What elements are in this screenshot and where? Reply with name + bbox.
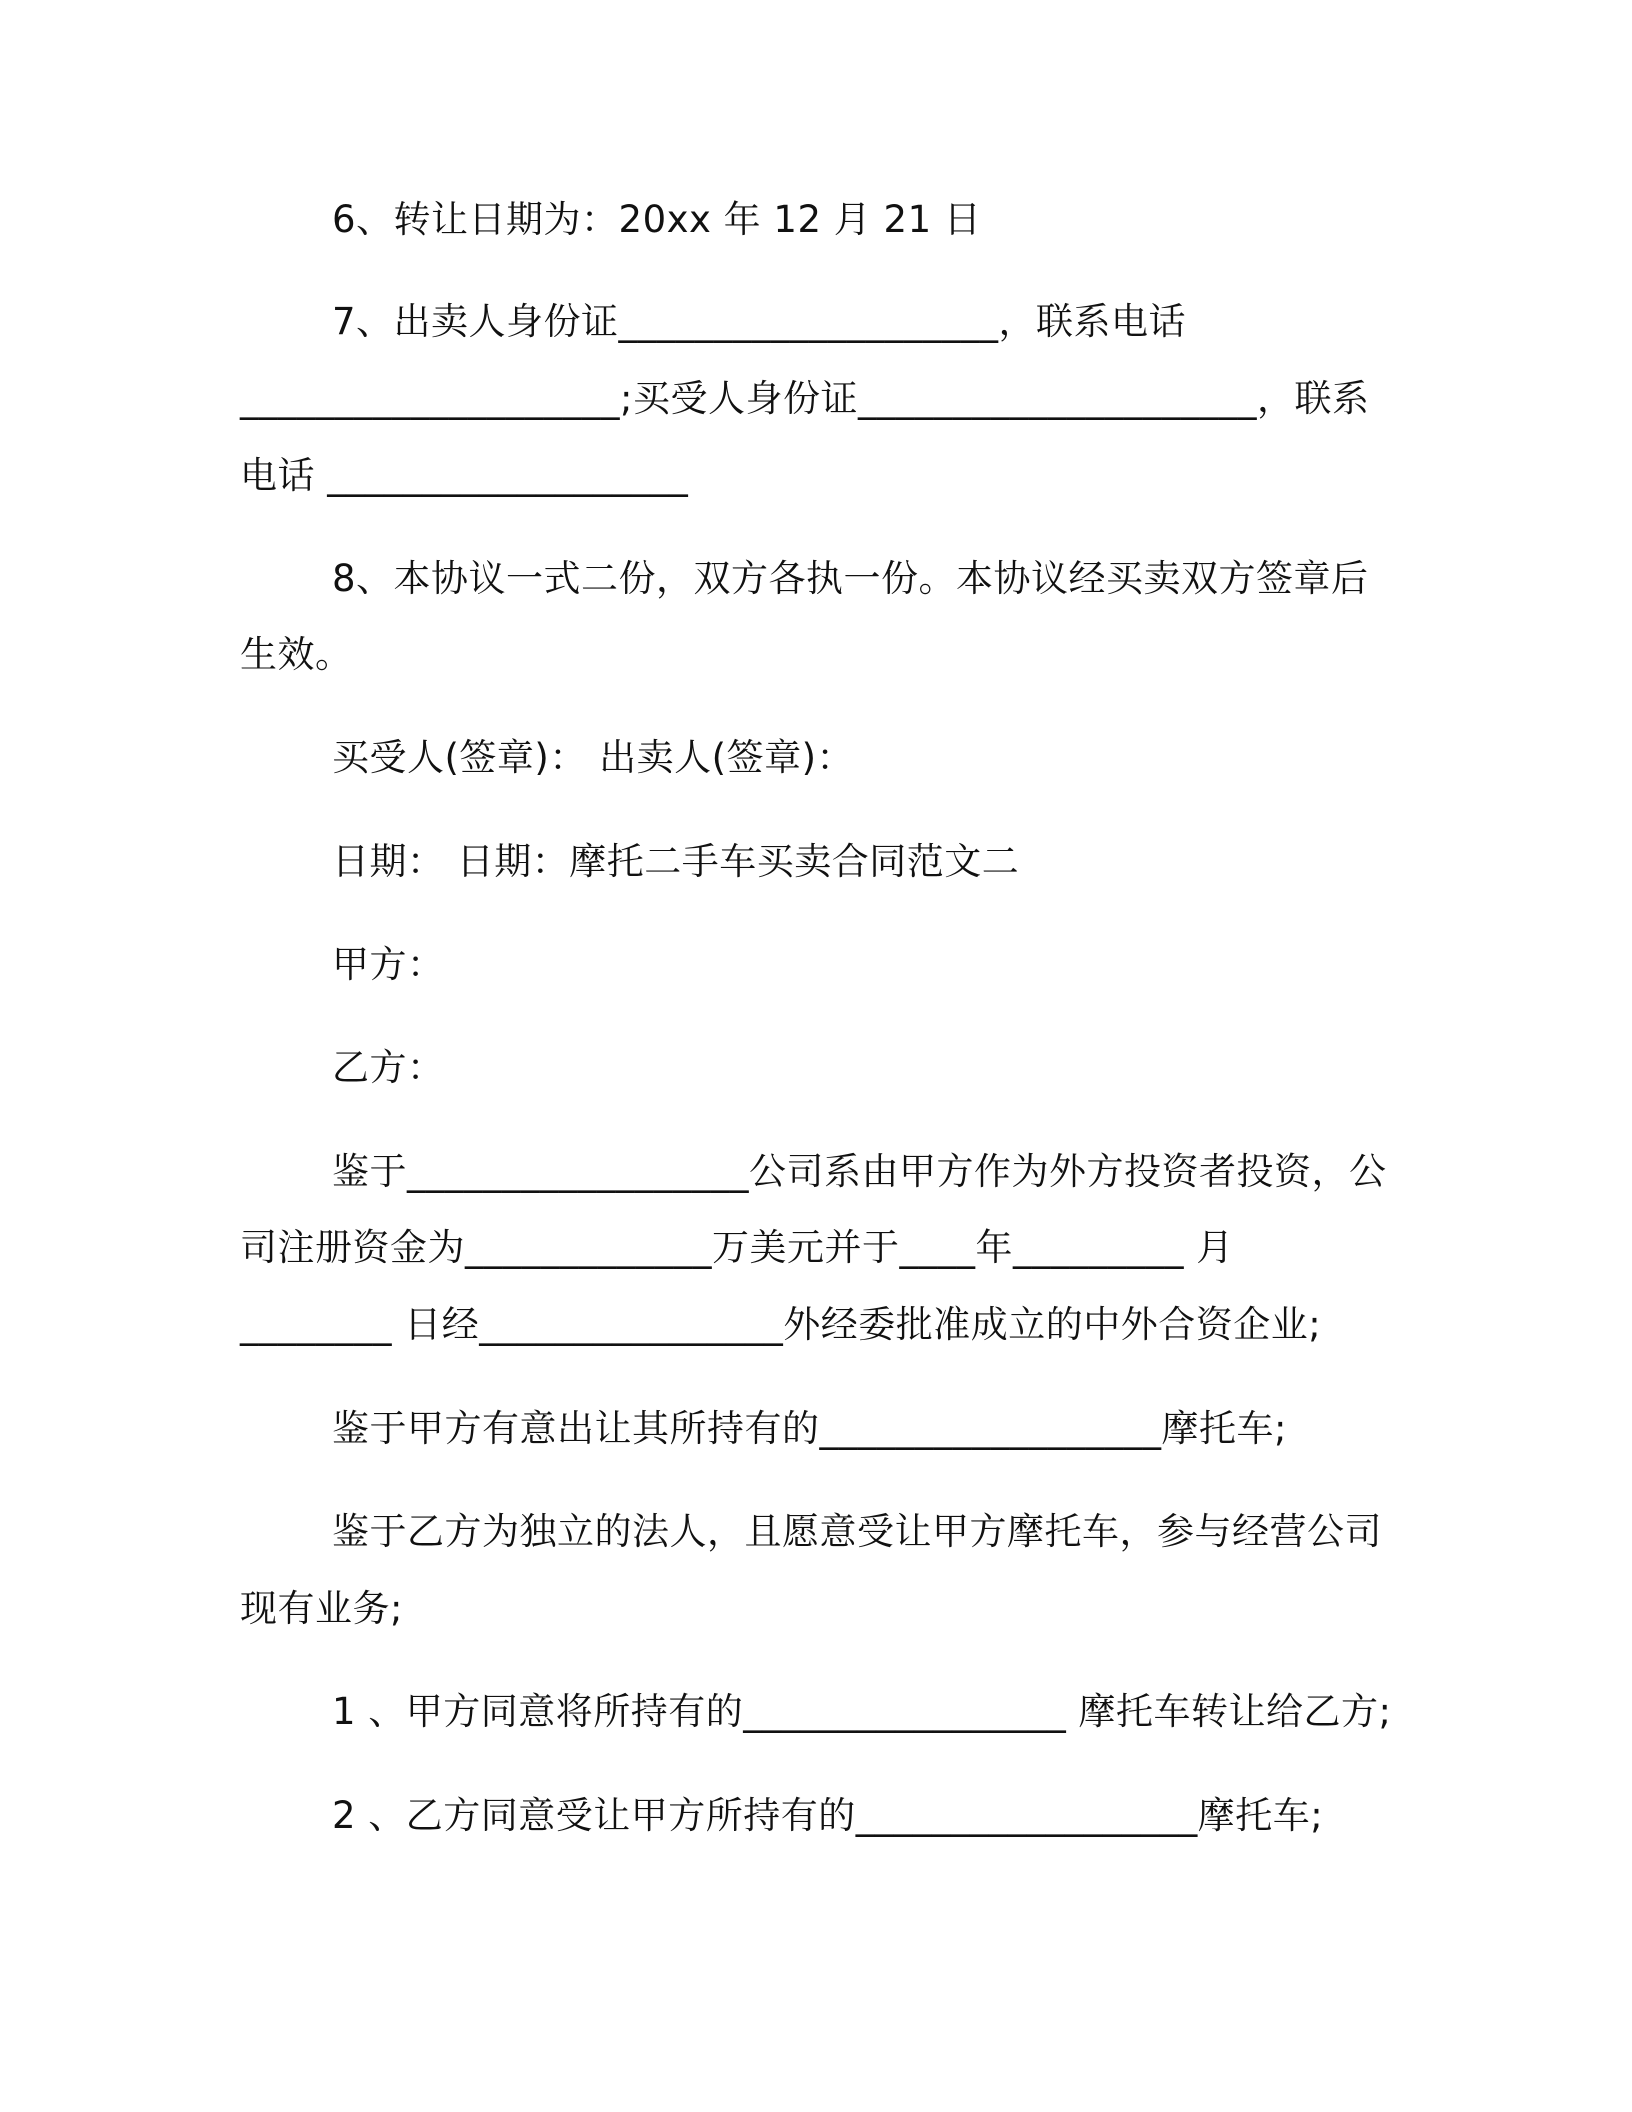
clause-7-line-3: 电话 ___________________ [240, 454, 689, 497]
clause-6-transfer-date: 6、转让日期为：20xx 年 12 月 21 日 [332, 198, 982, 241]
recital-3-line-2: 现有业务; [240, 1587, 403, 1630]
clause-7-line-1: 7、出卖人身份证____________________，联系电话 [332, 300, 1187, 343]
party-a-label: 甲方： [332, 943, 445, 986]
article-1: 1 、甲方同意将所持有的_________________ 摩托车转让给乙方; [332, 1690, 1392, 1733]
date-line: 日期： 日期：摩托二手车买卖合同范文二 [332, 840, 1020, 883]
article-2: 2 、乙方同意受让甲方所持有的__________________摩托车; [332, 1794, 1324, 1837]
signature-line: 买受人(签章)： 出卖人(签章)： [332, 736, 855, 779]
recital-1-line-2: 司注册资金为_____________万美元并于____年_________ 月 [240, 1226, 1234, 1269]
clause-7-line-2: ____________________;买受人身份证_____________________，联系 [240, 377, 1370, 420]
recital-2: 鉴于甲方有意出让其所持有的__________________摩托车; [332, 1407, 1287, 1450]
recital-1-line-3: ________ 日经________________外经委批准成立的中外合资企业; [240, 1303, 1322, 1346]
clause-8-line-1: 8、本协议一式二份，双方各执一份。本协议经买卖双方签章后 [332, 557, 1369, 600]
clause-8-line-2: 生效。 [240, 633, 353, 676]
recital-1-line-1: 鉴于__________________公司系由甲方作为外方投资者投资，公 [332, 1150, 1387, 1193]
party-b-label: 乙方： [332, 1046, 445, 1089]
recital-3-line-1: 鉴于乙方为独立的法人，且愿意受让甲方摩托车，参与经营公司 [332, 1510, 1382, 1553]
